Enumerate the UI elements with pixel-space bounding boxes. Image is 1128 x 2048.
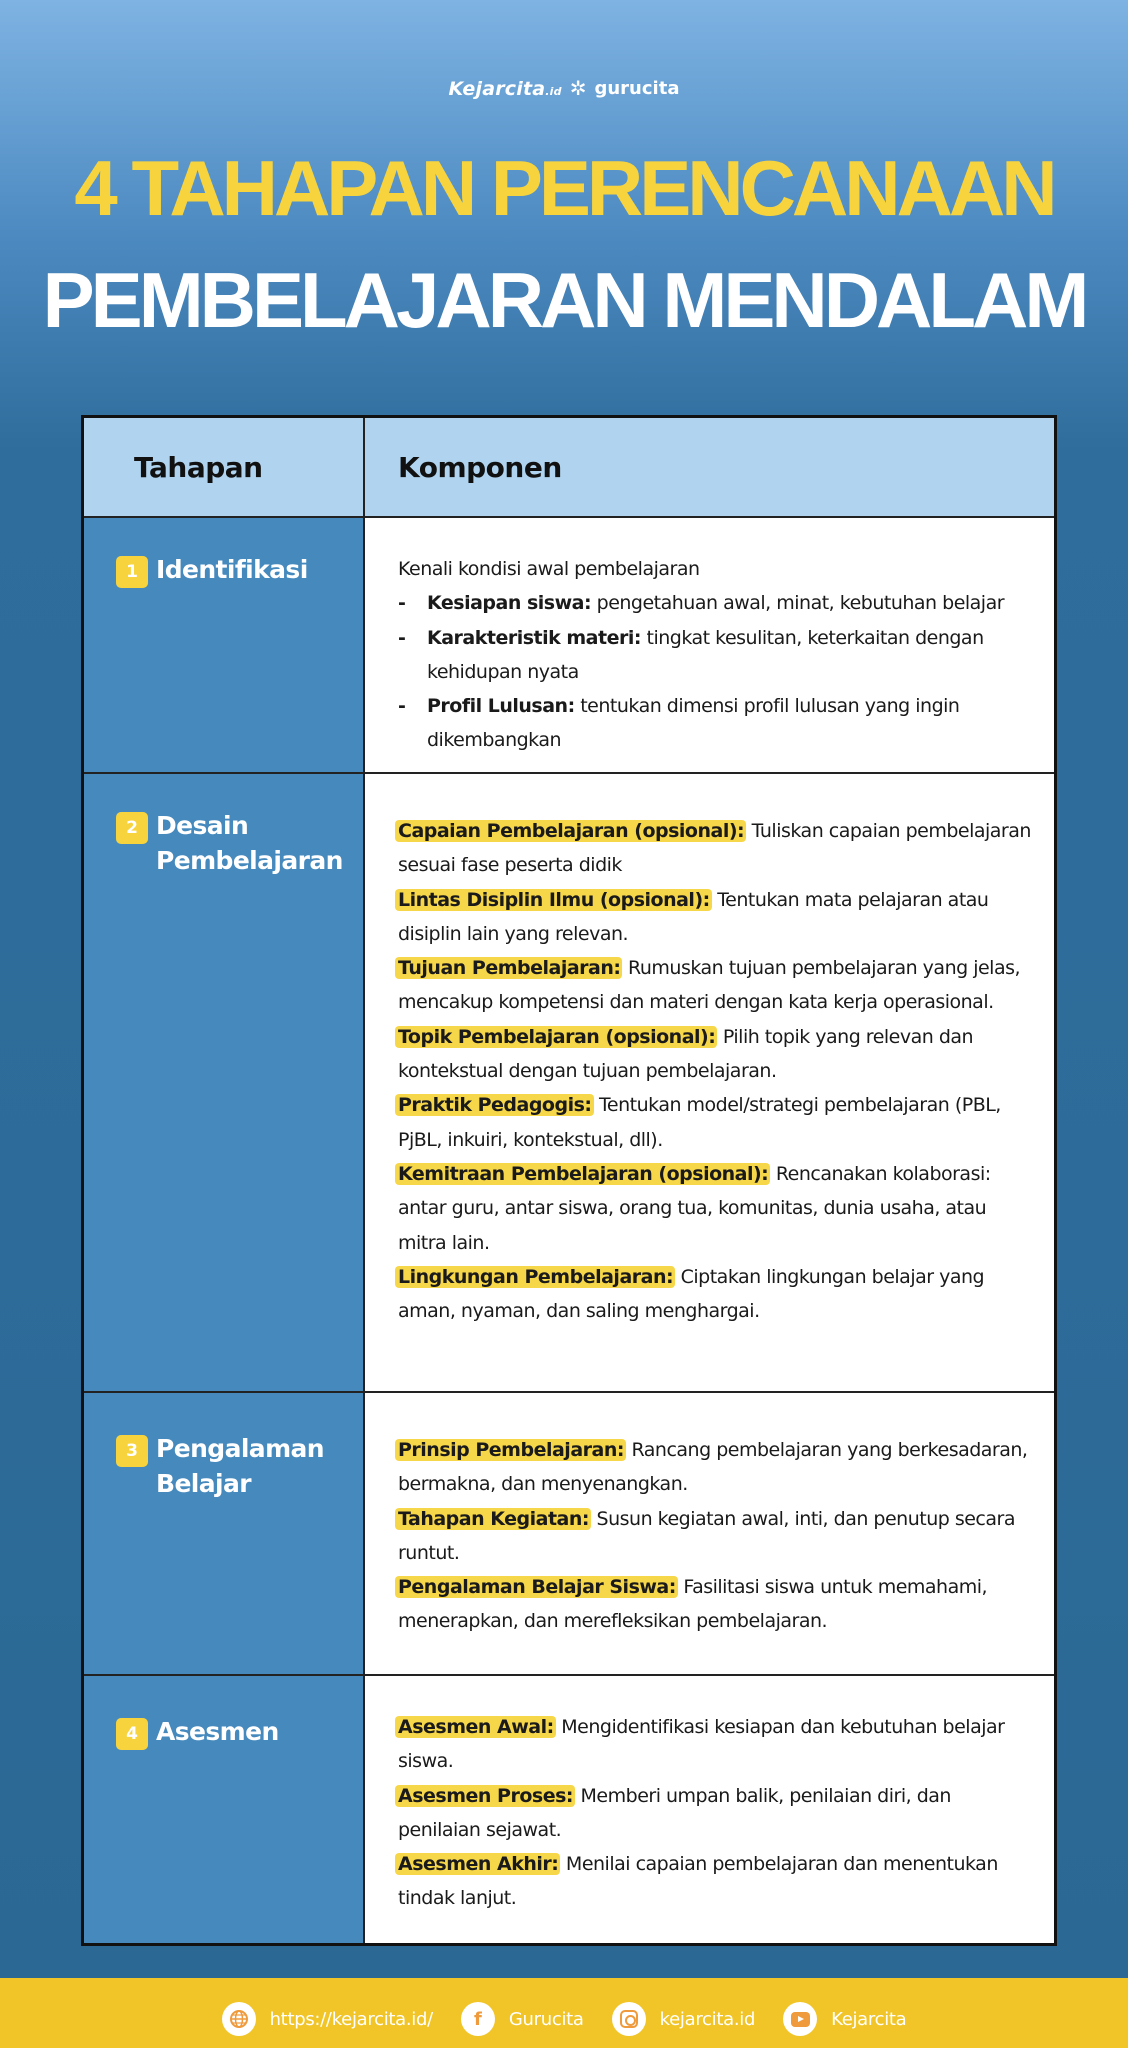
- stage-cell: [84, 1393, 365, 1674]
- item-label: Asesmen Proses:: [395, 1785, 575, 1807]
- stage-cell: [84, 1676, 365, 1943]
- youtube-link[interactable]: [783, 2002, 906, 2036]
- stage-number-badge: 2: [116, 812, 148, 844]
- item-text: Tentukan model/strategi pembelajaran (PBL, PjBL, inkuiri, kontekstual, dll).: [398, 1094, 1001, 1151]
- item-text: Tentukan mata pelajaran atau disiplin lain yang relevan.: [398, 888, 989, 945]
- kejarcita-logo-text: Kejarcita: [448, 77, 546, 100]
- table-row: [84, 1674, 1054, 1943]
- table-row: [84, 516, 1054, 772]
- component-cell: [365, 1676, 1054, 1943]
- item-label: Capaian Pembelajaran (opsional):: [395, 820, 746, 842]
- list-item: [398, 1260, 1036, 1329]
- list-item: [398, 1433, 1036, 1502]
- header-cell-tahapan: [84, 418, 365, 516]
- item-text: Memberi umpan balik, penilaian diri, dan penilaian sejawat.: [398, 1784, 951, 1841]
- item-label: Karakteristik materi:: [427, 626, 641, 649]
- item-label: Prinsip Pembelajaran:: [395, 1439, 626, 1461]
- gurucita-logo: gurucita: [594, 78, 680, 99]
- title-line-2: PEMBELAJARAN MENDALAM: [42, 256, 1086, 344]
- table-row: [84, 772, 1054, 1391]
- component-cell: [365, 774, 1054, 1391]
- website-link[interactable]: [222, 2002, 433, 2036]
- list-item: [398, 814, 1036, 883]
- list-item: [398, 1710, 1036, 1779]
- item-label: Kesiapan siswa:: [427, 592, 592, 615]
- instagram-link[interactable]: [612, 2002, 755, 2036]
- gurucita-logo-icon: ✲: [569, 78, 587, 100]
- stage-name: Pengalaman Belajar: [156, 1434, 324, 1498]
- instagram-icon: [612, 2002, 646, 2036]
- kejarcita-logo: [449, 78, 562, 100]
- stage-heading: [116, 808, 363, 878]
- item-label: Tujuan Pembelajaran:: [395, 957, 622, 979]
- item-label: Asesmen Awal:: [395, 1716, 556, 1738]
- stage-number-badge: 3: [116, 1435, 148, 1467]
- item-text: Rumuskan tujuan pembelajaran yang jelas, mencakup kompetensi dan materi dengan kata kerja operasional.: [398, 957, 1021, 1014]
- item-label: Lingkungan Pembelajaran:: [395, 1266, 675, 1288]
- stage-heading: [116, 1714, 363, 1750]
- component-cell: [365, 1393, 1054, 1674]
- website-label: https://kejarcita.id/: [269, 2008, 433, 2030]
- dash-bullet: -: [398, 592, 406, 615]
- item-text: Menilai capaian pembelajaran dan menentukan tindak lanjut.: [398, 1853, 998, 1910]
- list-item: [398, 1020, 1036, 1089]
- instagram-label: kejarcita.id: [659, 2008, 756, 2030]
- stage-heading: [116, 1431, 363, 1501]
- list-item: [398, 1779, 1036, 1848]
- item-text: tentukan dimensi profil lulusan yang ingin dikembangkan: [427, 695, 960, 752]
- title-line-1: 4 TAHAPAN PERENCANAAN: [74, 144, 1054, 232]
- list-item: [398, 1088, 1036, 1157]
- component-cell: [365, 518, 1054, 772]
- youtube-label: Kejarcita: [831, 2008, 907, 2030]
- intro-text: Kenali kondisi awal pembelajaran: [398, 558, 700, 580]
- item-text: Rencanakan kolaborasi: antar guru, antar siswa, orang tua, komunitas, dunia usaha, atau mitra lain.: [398, 1162, 991, 1254]
- stage-heading: [116, 552, 363, 588]
- youtube-icon: [783, 2002, 817, 2036]
- kejarcita-logo-suffix: .id: [545, 84, 562, 98]
- item-label: Tahapan Kegiatan:: [395, 1508, 591, 1530]
- stage-name: Asesmen: [156, 1717, 279, 1746]
- planning-table: [81, 415, 1057, 1946]
- stage-name: Desain Pembelajaran: [156, 811, 343, 875]
- item-text: Pilih topik yang relevan dan kontekstual dengan tujuan pembelajaran.: [398, 1025, 974, 1083]
- table-header-row: [84, 418, 1054, 516]
- item-text: Mengidentifikasi kesiapan dan kebutuhan belajar siswa.: [398, 1716, 1005, 1773]
- item-text: Rancang pembelajaran yang berkesadaran, bermakna, dan menyenangkan.: [398, 1439, 1028, 1496]
- item-label: Kemitraan Pembelajaran (opsional):: [395, 1163, 770, 1185]
- stage-cell: [84, 518, 365, 772]
- table-row: [84, 1391, 1054, 1674]
- item-label: Lintas Disiplin Ilmu (opsional):: [395, 889, 712, 911]
- header-cell-komponen: [365, 418, 1054, 516]
- item-label: Topik Pembelajaran (opsional):: [395, 1026, 717, 1048]
- item-label: Profil Lulusan:: [427, 695, 575, 718]
- item-label: Praktik Pedagogis:: [395, 1094, 594, 1116]
- list-item: [398, 1157, 1036, 1260]
- facebook-link[interactable]: [461, 2002, 584, 2036]
- list-item: [398, 586, 1036, 620]
- list-item: [398, 1847, 1036, 1916]
- item-text: tingkat kesulitan, keterkaitan dengan kehidupan nyata: [427, 626, 984, 683]
- list-item: [398, 1502, 1036, 1571]
- item-text: Ciptakan lingkungan belajar yang aman, nyaman, dan saling menghargai.: [398, 1265, 985, 1323]
- list-item: [398, 1570, 1036, 1639]
- stage-number-badge: 1: [116, 556, 148, 588]
- list-item: [398, 689, 1036, 758]
- list-item: [398, 883, 1036, 952]
- stage-cell: [84, 774, 365, 1391]
- brand-logos: [0, 76, 1128, 101]
- item-text: pengetahuan awal, minat, kebutuhan belajar: [591, 592, 1005, 615]
- facebook-icon: f: [461, 2002, 495, 2036]
- list-item: [398, 951, 1036, 1020]
- stage-name: Identifikasi: [156, 555, 308, 584]
- item-text: Fasilitasi siswa untuk memahami, menerapkan, dan merefleksikan pembelajaran.: [398, 1576, 988, 1633]
- dash-bullet: -: [398, 626, 406, 649]
- item-text: Tuliskan capaian pembelajaran sesuai fase peserta didik: [398, 820, 1031, 877]
- dash-bullet: -: [398, 695, 406, 718]
- globe-icon: [222, 2002, 256, 2036]
- header-label: Komponen: [398, 450, 562, 484]
- footer-social-bar: [0, 1982, 1128, 2048]
- item-label: Pengalaman Belajar Siswa:: [395, 1576, 678, 1598]
- list-item: [398, 621, 1036, 690]
- item-text: Susun kegiatan awal, inti, dan penutup secara runtut.: [398, 1507, 1015, 1564]
- facebook-label: Gurucita: [508, 2008, 584, 2030]
- item-label: Asesmen Akhir:: [395, 1853, 560, 1875]
- stage-number-badge: 4: [116, 1718, 148, 1750]
- header-label: Tahapan: [134, 450, 263, 484]
